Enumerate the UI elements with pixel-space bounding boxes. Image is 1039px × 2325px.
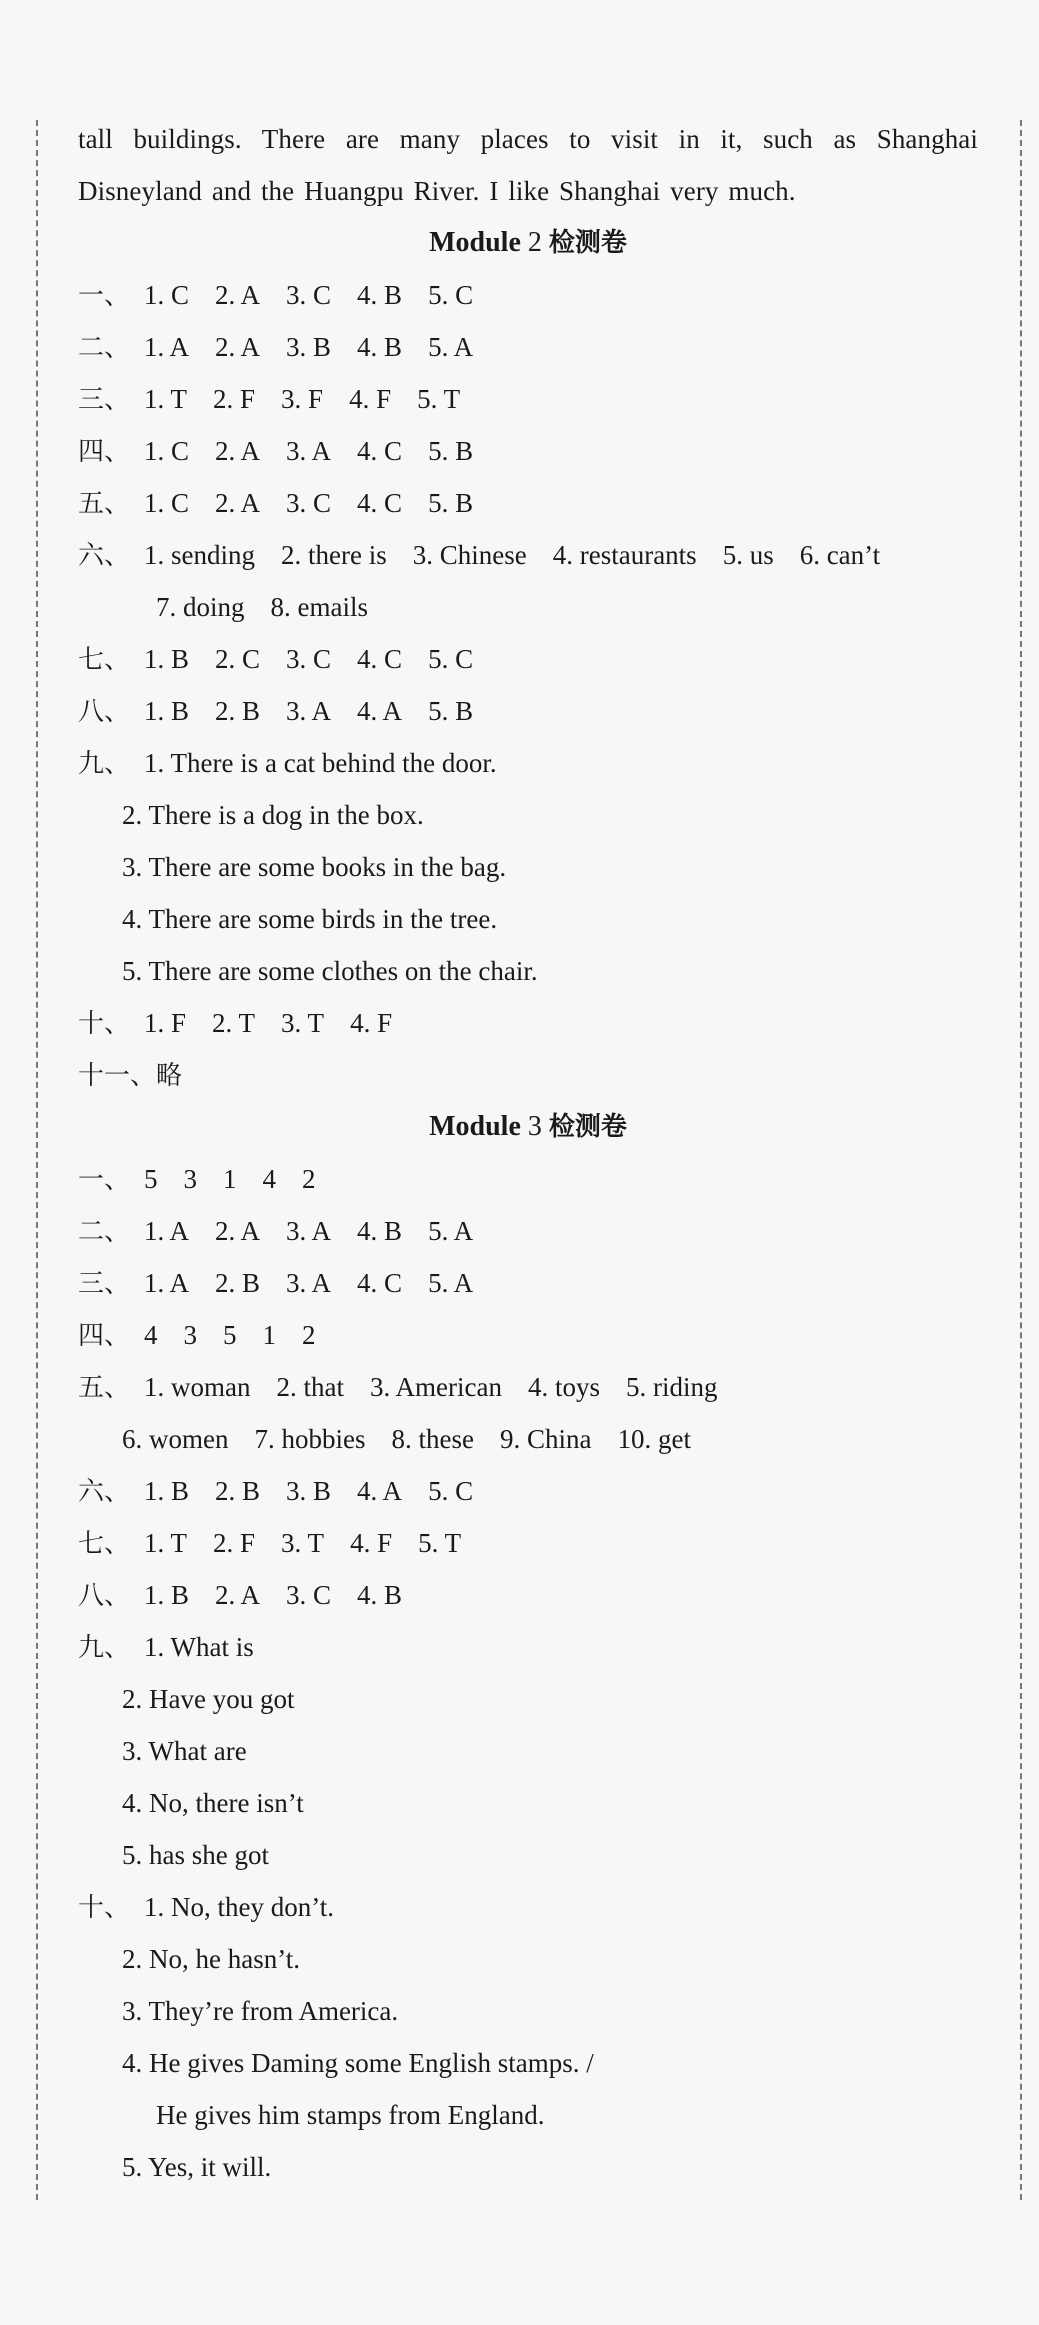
answer: 2. A (215, 488, 261, 518)
answer: 1. A (144, 1268, 190, 1298)
answer: 2 (302, 1320, 316, 1350)
m3-q3-label: 三、 (78, 1269, 131, 1299)
m2-q3-answers (144, 384, 486, 414)
answer: 3. C (286, 644, 332, 674)
m3-q5-continued-row (78, 1413, 978, 1465)
m3-q1-row (78, 1153, 978, 1205)
answer: 4. B (357, 280, 403, 310)
answer: 1. A (144, 1216, 190, 1246)
m3-q10-label: 十、 (78, 1893, 131, 1923)
answer: 5. B (428, 436, 474, 466)
answer: 3. A (286, 696, 332, 726)
module3-title-cn: 检测卷 (548, 1112, 627, 1142)
answer: 2. A (215, 1580, 261, 1610)
answer: 3. T (281, 1528, 325, 1558)
answer: 4. B (357, 1216, 403, 1246)
answer: 5. A (428, 1268, 474, 1298)
module3-title-en: Module (429, 1111, 521, 1142)
answer: 1. A (144, 332, 190, 362)
answer: 2. B (215, 1476, 261, 1506)
answer: 2. A (215, 332, 261, 362)
answer: 4. F (350, 1008, 393, 1038)
answer: 3 (183, 1320, 197, 1350)
m3-q2-answers (144, 1216, 499, 1246)
answer: 1. T (144, 1528, 188, 1558)
answer: 3. B (286, 332, 332, 362)
m2-q6-row (78, 529, 978, 581)
answer: 4. B (357, 332, 403, 362)
answer: 4. A (357, 696, 403, 726)
answer: 8. these (391, 1424, 474, 1454)
answer: 2. T (212, 1008, 256, 1038)
m3-q3-row (78, 1257, 978, 1309)
m2-q7-answers (144, 644, 499, 674)
answer: 3. A (286, 436, 332, 466)
m2-q9-line-5: 5. There are some clothes on the chair. (122, 956, 538, 986)
m3-q2-label: 二、 (78, 1217, 131, 1247)
answer: 1. B (144, 1580, 190, 1610)
answer: 4. C (357, 1268, 403, 1298)
m2-q9-row (78, 737, 978, 789)
m3-q5-row (78, 1361, 978, 1413)
m2-q10-label: 十、 (78, 1009, 131, 1039)
answer: 5. C (428, 280, 474, 310)
m3-q4-answers (144, 1320, 342, 1350)
m2-q10-answers (144, 1008, 418, 1038)
m3-q10-line-4: 4. He gives Daming some English stamps. / (122, 2048, 594, 2078)
answer: 6. can’t (799, 540, 881, 570)
answer: 3 (183, 1164, 197, 1194)
m3-q1-answers (144, 1164, 342, 1194)
answer: 4. A (357, 1476, 403, 1506)
m3-q9-line-2: 2. Have you got (122, 1684, 295, 1714)
m3-q8-label: 八、 (78, 1581, 131, 1611)
answer: 5. A (428, 332, 474, 362)
m3-q9-line-3: 3. What are (122, 1736, 247, 1766)
answer: 5 (223, 1320, 237, 1350)
m3-q5-answers (144, 1372, 743, 1402)
m2-q9-line-4: 4. There are some birds in the tree. (122, 904, 498, 934)
m3-q9-row (78, 1621, 978, 1673)
answer: 4. restaurants (552, 540, 697, 570)
answer: 5. riding (625, 1372, 718, 1402)
m2-q1-answers (144, 280, 499, 310)
m3-q9-line-5: 5. has she got (122, 1840, 269, 1870)
answer: 2. there is (281, 540, 387, 570)
m2-q8-label: 八、 (78, 697, 131, 727)
m2-q5-row (78, 477, 978, 529)
m3-q10-line-5: 5. Yes, it will. (122, 2152, 272, 2182)
answer: 1. F (144, 1008, 187, 1038)
m3-q10-line-2: 2. No, he hasn’t. (122, 1944, 300, 1974)
answer-key-page (78, 113, 978, 2193)
m2-q2-row (78, 321, 978, 373)
module2-title (78, 217, 978, 269)
m2-q11-answer: 略 (156, 1061, 183, 1091)
m2-q6-label: 六、 (78, 541, 131, 571)
answer: 1. C (144, 280, 190, 310)
answer: 7. hobbies (254, 1424, 366, 1454)
answer: 2. A (215, 1216, 261, 1246)
answer-sentence: 1. There is a cat behind the door. (144, 748, 497, 778)
m3-q7-row (78, 1517, 978, 1569)
answer: 3. T (281, 1008, 325, 1038)
m2-q3-label: 三、 (78, 385, 131, 415)
answer: 1 (262, 1320, 276, 1350)
m2-q3-row (78, 373, 978, 425)
m3-q6-label: 六、 (78, 1477, 131, 1507)
answer: 3. C (286, 280, 332, 310)
m2-q8-row (78, 685, 978, 737)
answer: 3. Chinese (412, 540, 527, 570)
answer: 5. T (417, 384, 461, 414)
answer: 4. F (349, 384, 392, 414)
intro-line-2: Disneyland and the Huangpu River. I like Shanghai very much. (78, 176, 796, 206)
answer: 8. emails (270, 592, 368, 622)
module2-title-en: Module (429, 227, 521, 258)
answer: 5. B (428, 696, 474, 726)
answer: 2 (302, 1164, 316, 1194)
answer: 5. B (428, 488, 474, 518)
answer: 1. T (144, 384, 188, 414)
answer: 5 (144, 1164, 158, 1194)
m3-q10-row (78, 1881, 978, 1933)
answer: 1. woman (144, 1372, 251, 1402)
answer: 9. China (499, 1424, 592, 1454)
answer: 4. C (357, 488, 403, 518)
answer: 1 (223, 1164, 237, 1194)
m3-q8-answers (144, 1580, 428, 1610)
m2-q4-row (78, 425, 978, 477)
answer: 5. C (428, 644, 474, 674)
intro-line-1: tall buildings. There are many places to visit in it, such as Shanghai (78, 124, 978, 154)
m3-q10-line-4-alt: He gives him stamps from England. (156, 2100, 545, 2130)
m3-q10-line-3: 3. They’re from America. (122, 1996, 399, 2026)
m3-q7-answers (144, 1528, 487, 1558)
m2-q9-line-2: 2. There is a dog in the box. (122, 800, 424, 830)
answer: 3. A (286, 1216, 332, 1246)
m2-q2-answers (144, 332, 499, 362)
module3-title-number: 3 (527, 1111, 542, 1142)
m2-q9-label: 九、 (78, 749, 131, 779)
m3-q8-row (78, 1569, 978, 1621)
m3-q7-label: 七、 (78, 1529, 131, 1559)
module2-title-cn: 检测卷 (548, 228, 627, 258)
answer: 5. T (418, 1528, 462, 1558)
m2-q11-label: 十一、 (78, 1061, 157, 1091)
m2-q2-label: 二、 (78, 333, 131, 363)
answer: 2. B (215, 1268, 261, 1298)
answer: 6. women (122, 1424, 229, 1454)
answer: 3. A (286, 1268, 332, 1298)
answer: 10. get (617, 1424, 691, 1454)
answer: 1. C (144, 436, 190, 466)
m3-q5-label: 五、 (78, 1373, 131, 1403)
answer: 1. B (144, 696, 190, 726)
answer: 4. C (357, 436, 403, 466)
answer: 2. A (215, 280, 261, 310)
answer: 1. B (144, 644, 190, 674)
answer: 4. C (357, 644, 403, 674)
m2-q6-answers (144, 540, 880, 570)
right-binding-dashed-line (1020, 120, 1022, 2200)
answer: 7. doing (156, 592, 245, 622)
m2-q6-continued-row (78, 581, 978, 633)
m3-q4-label: 四、 (78, 1321, 131, 1351)
answer: 3. American (369, 1372, 502, 1402)
m2-q1-row (78, 269, 978, 321)
m3-q9-label: 九、 (78, 1633, 131, 1663)
m2-q7-label: 七、 (78, 645, 131, 675)
m3-q9-line-4: 4. No, there isn’t (122, 1788, 304, 1818)
answer: 1. sending (144, 540, 255, 570)
answer: 1. B (144, 1476, 190, 1506)
answer: 2. B (215, 696, 261, 726)
m3-q1-label: 一、 (78, 1165, 131, 1195)
answer: 5. C (428, 1476, 474, 1506)
left-binding-dashed-line (36, 120, 38, 2200)
module2-title-number: 2 (527, 227, 542, 258)
m3-q3-answers (144, 1268, 499, 1298)
answer: 1. C (144, 488, 190, 518)
module3-title (78, 1101, 978, 1153)
m3-q6-row (78, 1465, 978, 1517)
answer-sentence: 1. No, they don’t. (144, 1892, 334, 1922)
m3-q6-answers (144, 1476, 499, 1506)
answer-phrase: 1. What is (144, 1632, 254, 1662)
answer: 5. us (722, 540, 774, 570)
m3-q4-row (78, 1309, 978, 1361)
answer: 2. C (215, 644, 261, 674)
m2-q4-label: 四、 (78, 437, 131, 467)
answer: 4 (144, 1320, 158, 1350)
m2-q4-answers (144, 436, 499, 466)
answer: 2. F (213, 1528, 256, 1558)
m2-q7-row (78, 633, 978, 685)
answer: 3. C (286, 488, 332, 518)
m2-q8-answers (144, 696, 499, 726)
m2-q9-line-3: 3. There are some books in the bag. (122, 852, 507, 882)
m2-q11-row (78, 1049, 978, 1101)
answer: 4. B (357, 1580, 403, 1610)
answer: 2. A (215, 436, 261, 466)
answer: 3. F (281, 384, 324, 414)
answer: 2. that (276, 1372, 344, 1402)
answer: 4. F (350, 1528, 393, 1558)
answer: 3. C (286, 1580, 332, 1610)
answer: 4. toys (527, 1372, 600, 1402)
m2-q5-label: 五、 (78, 489, 131, 519)
m2-q10-row (78, 997, 978, 1049)
m3-q2-row (78, 1205, 978, 1257)
answer: 4 (262, 1164, 276, 1194)
answer: 2. F (213, 384, 256, 414)
answer: 3. B (286, 1476, 332, 1506)
m2-q5-answers (144, 488, 499, 518)
m2-q1-label: 一、 (78, 281, 131, 311)
answer: 5. A (428, 1216, 474, 1246)
